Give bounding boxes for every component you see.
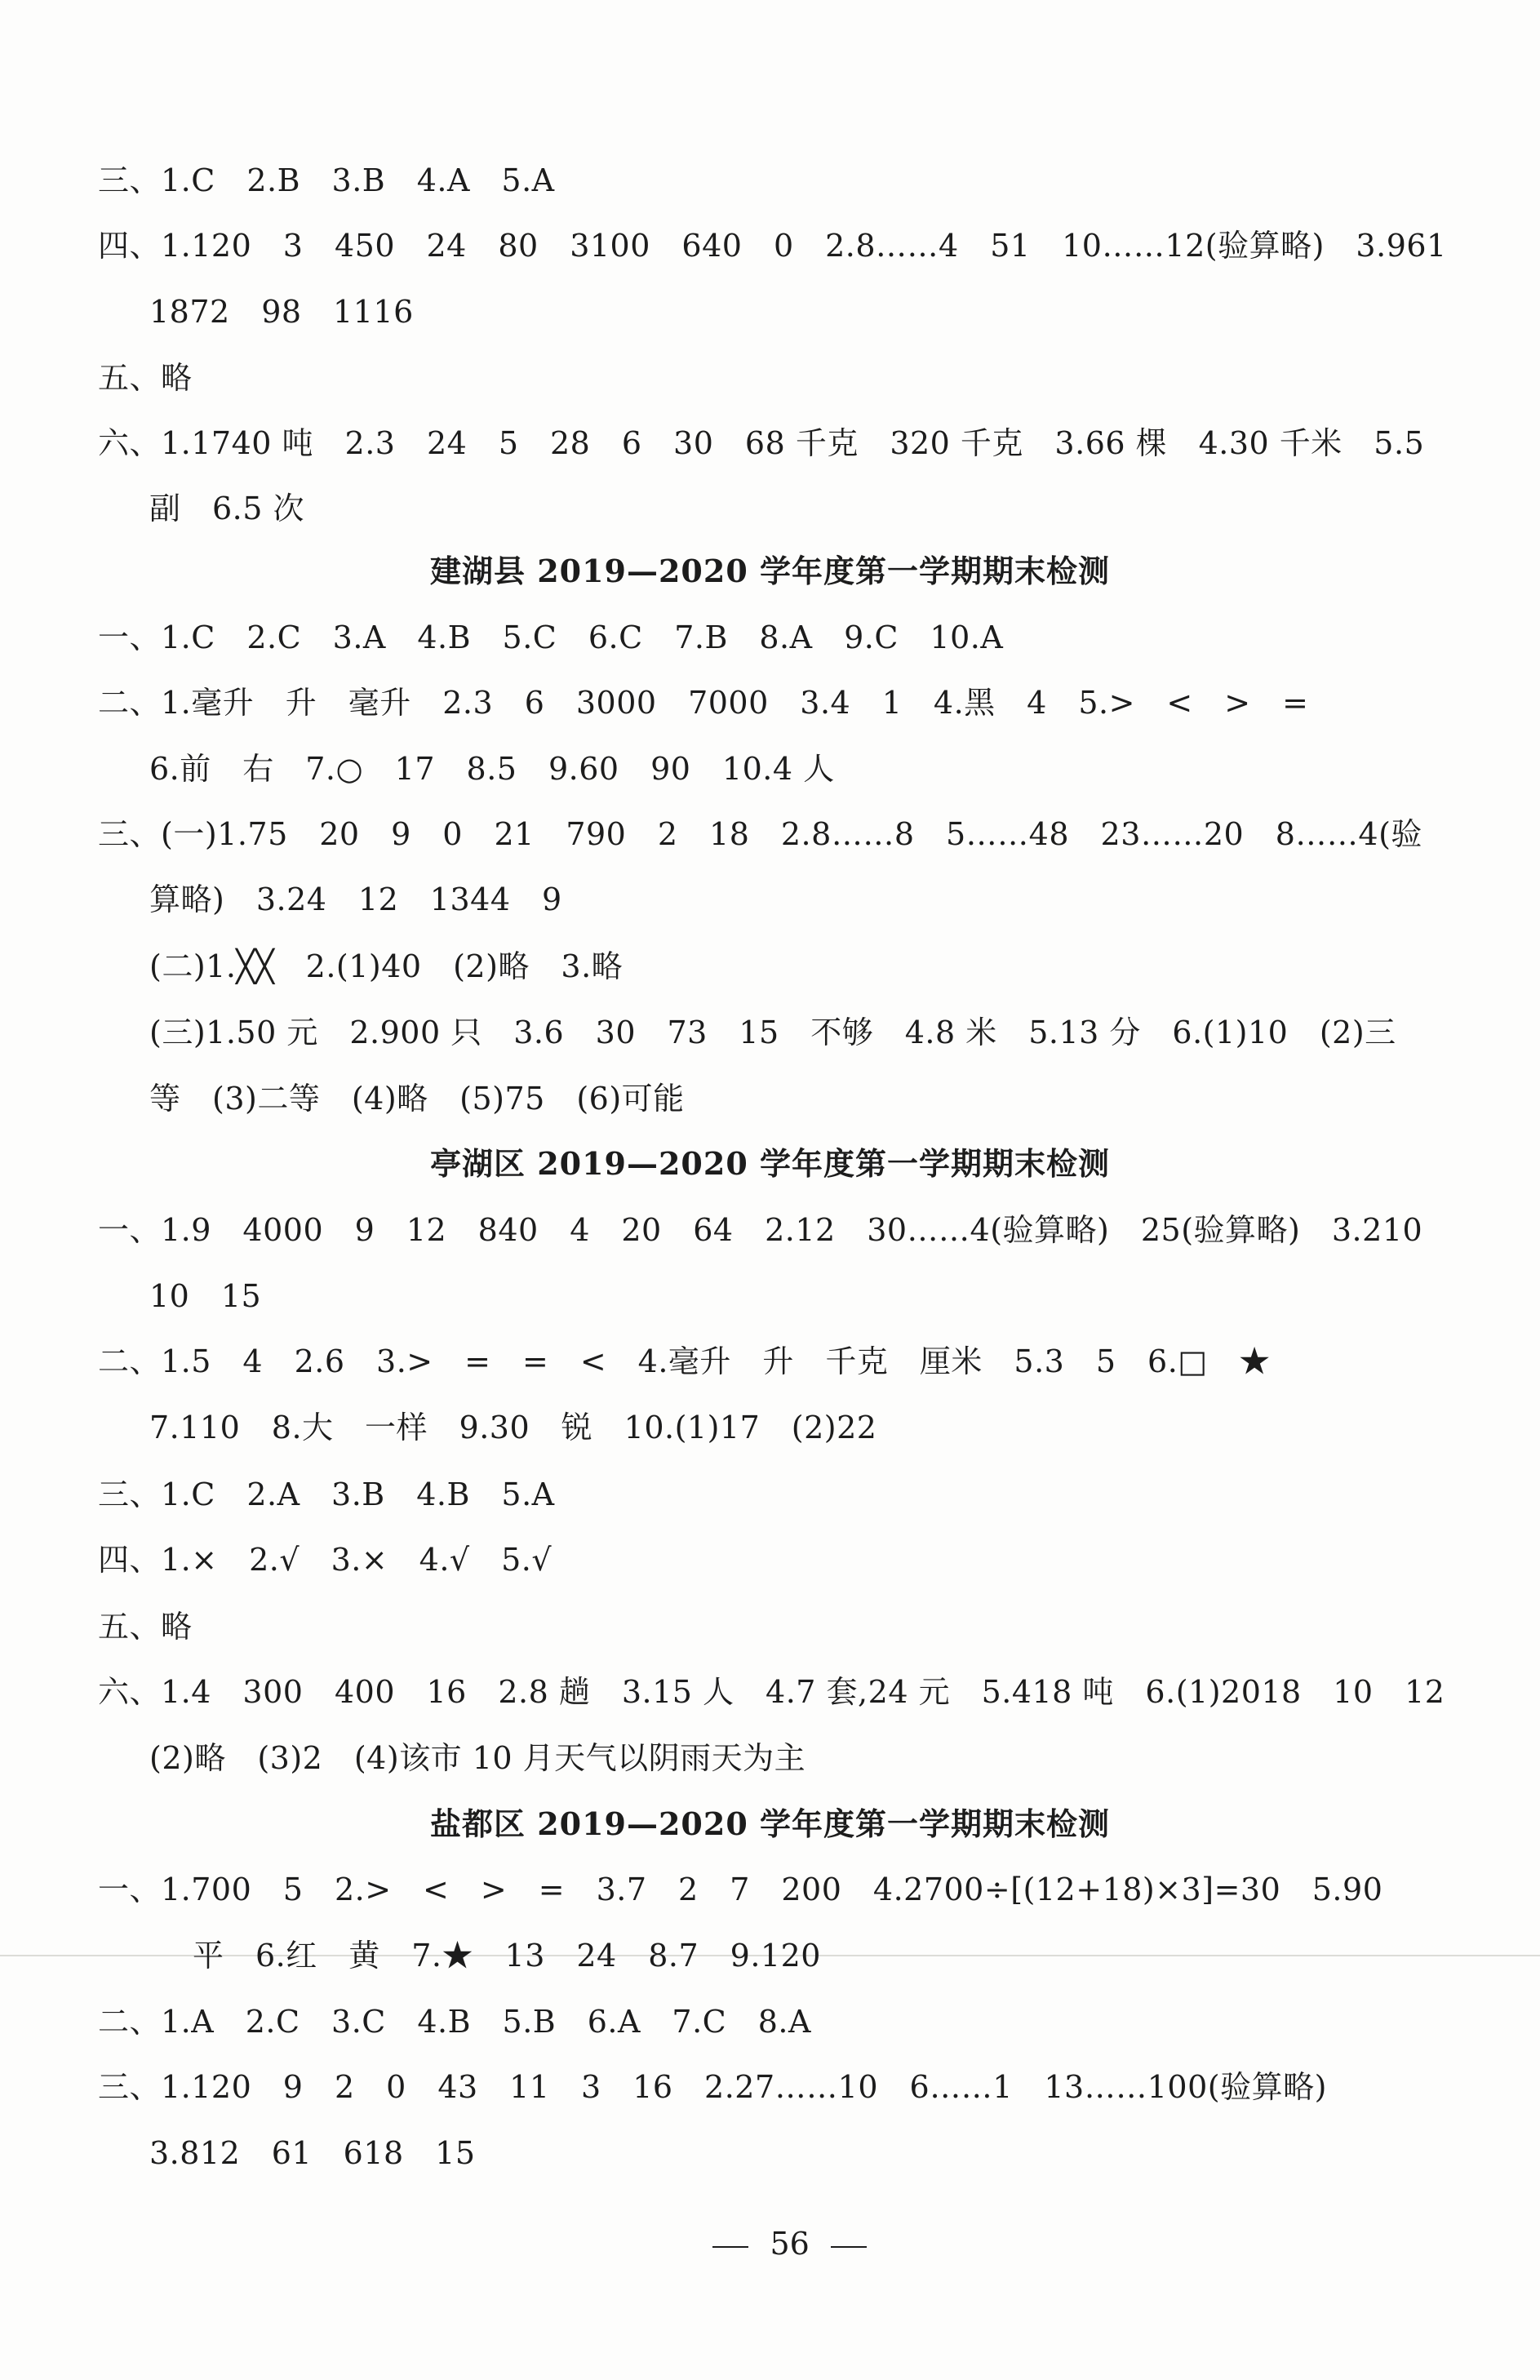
answer-line: 三、(一)1.75 20 9 0 21 790 2 18 2.8……8 5……48 23……20 8……4(验 <box>98 816 1422 852</box>
answer-line: 等 (3)二等 (4)略 (5)75 (6)可能 <box>149 1081 685 1117</box>
answer-line: 一、1.9 4000 9 12 840 4 20 64 2.12 30……4(验算略) 25(验算略) 3.210 <box>98 1212 1423 1248</box>
answer-line: 二、1.5 4 2.6 3.> = = < 4.毫升 升 千克 厘米 5.3 5 6.□ ★ <box>98 1343 1271 1379</box>
answer-line: 五、略 <box>98 360 193 396</box>
answer-line: 五、略 <box>98 1609 193 1645</box>
answer-line: 算略) 3.24 12 1344 9 <box>149 881 562 917</box>
answer-line: (三)1.50 元 2.900 只 3.6 30 73 15 不够 4.8 米 5.13 分 6.(1)10 (2)三 <box>149 1015 1396 1050</box>
page-number-dash-right <box>831 2246 867 2248</box>
answer-line: 一、1.C 2.C 3.A 4.B 5.C 6.C 7.B 8.A 9.C 10.A <box>98 619 1004 655</box>
answer-line: 二、1.A 2.C 3.C 4.B 5.B 6.A 7.C 8.A <box>98 2004 811 2040</box>
answer-line: 6.前 右 7.○ 17 8.5 9.60 90 10.4 人 <box>149 751 835 787</box>
answer-line: 副 6.5 次 <box>149 491 305 526</box>
section-heading-tinghu: 亭湖区 2019—2020 学年度第一学期期末检测 <box>430 1145 1110 1182</box>
section-heading-jianhu: 建湖县 2019—2020 学年度第一学期期末检测 <box>430 553 1110 589</box>
answer-line: 三、1.C 2.B 3.B 4.A 5.A <box>98 162 555 198</box>
section-heading-yandu: 盐都区 2019—2020 学年度第一学期期末检测 <box>430 1805 1110 1842</box>
answer-line: (2)略 (3)2 (4)该市 10 月天气以阴雨天为主 <box>149 1740 806 1776</box>
answer-line: 四、1.× 2.√ 3.× 4.√ 5.√ <box>98 1542 553 1578</box>
answer-line: (二)1.╳╳ 2.(1)40 (2)略 3.略 <box>149 948 624 984</box>
answer-line: 四、1.120 3 450 24 80 3100 640 0 2.8……4 51 10……12(验算略) 3.961 <box>98 228 1447 264</box>
page-number <box>0 2182 1540 2305</box>
answer-line: 平 6.红 黄 7.★ 13 24 8.7 9.120 <box>193 1938 821 1974</box>
answer-line: 三、1.120 9 2 0 43 11 3 16 2.27……10 6……1 13……100(验算略) <box>98 2069 1327 2105</box>
answer-line: 三、1.C 2.A 3.B 4.B 5.A <box>98 1476 555 1512</box>
page-number-value: 56 <box>770 2226 810 2262</box>
answer-line: 二、1.毫升 升 毫升 2.3 6 3000 7000 3.4 1 4.黑 4 5.> < > = <box>98 685 1309 721</box>
answer-line: 一、1.700 5 2.> < > = 3.7 2 7 200 4.2700÷[(12+18)×3]=30 5.90 <box>98 1872 1383 1907</box>
answer-line: 六、1.4 300 400 16 2.8 趟 3.15 人 4.7 套,24 元 5.418 吨 6.(1)2018 10 12 <box>98 1674 1445 1710</box>
answer-line: 六、1.1740 吨 2.3 24 5 28 6 30 68 千克 320 千克 3.66 棵 4.30 千米 5.5 <box>98 425 1425 461</box>
answer-line: 1872 98 1116 <box>149 294 414 330</box>
page-number-dash-left <box>712 2246 748 2248</box>
answer-line: 3.812 61 618 15 <box>149 2135 476 2171</box>
answer-line: 10 15 <box>149 1278 262 1314</box>
answer-line: 7.110 8.大 一样 9.30 锐 10.(1)17 (2)22 <box>149 1410 877 1445</box>
